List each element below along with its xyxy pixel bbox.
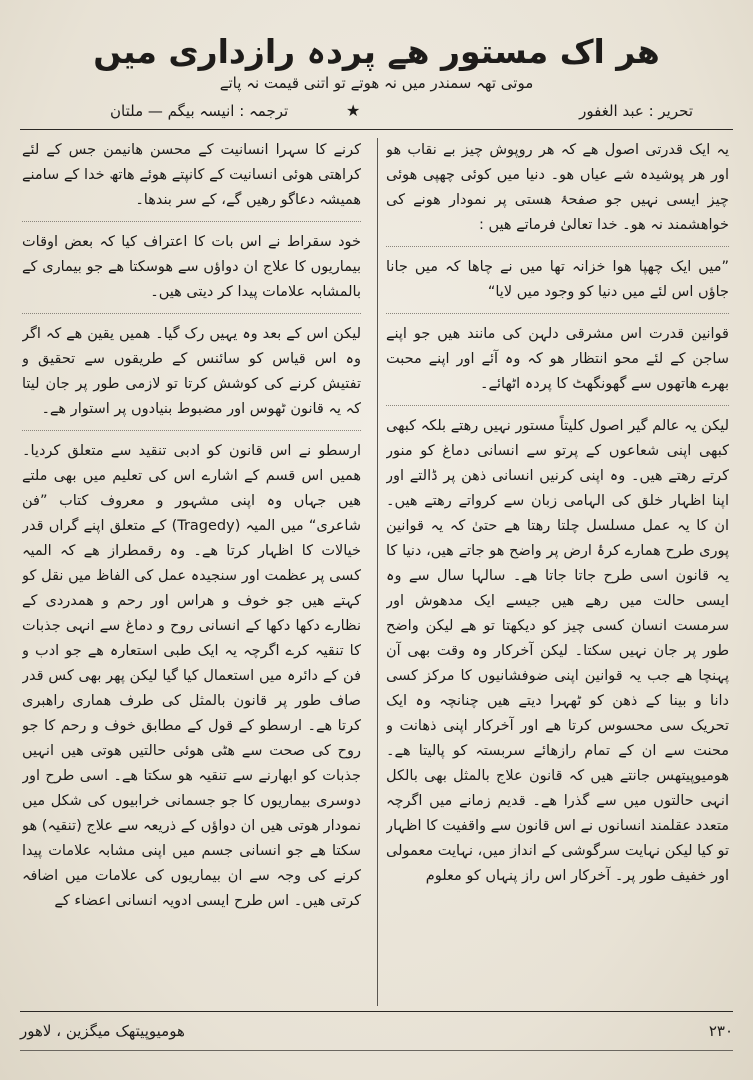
footer-underline xyxy=(20,1050,733,1051)
header-divider xyxy=(20,129,733,130)
paragraph: قوانین قدرت اس مشرقی دلہن کی مانند ھیں جو اپنے ساجن کے لئے محو انتظار ھو کہ وہ آئے اور اپنے محبت بھرے ھاتھوں سے گھونگھٹ کا پردہ اٹھائے۔ xyxy=(386,322,729,406)
paragraph: کرنے کا سہرا انسانیت کے محسن ھانیمن جس کے لئے کراھتی ھوئی انسانیت کے کانپتے ھوئے ھاتھ خدا کے سامنے ھمیشہ دعاگو رھیں گے، کے سر بندھا۔ xyxy=(22,138,361,222)
magazine-name: ھومیوپیتھک میگزین ، لاھور xyxy=(20,1022,185,1040)
article-title: ھر اک مستور ھے پردہ رازداری میں xyxy=(93,32,660,71)
paragraph: لیکن اس کے بعد وہ یہیں رک گیا۔ ھمیں یقین ھے کہ اگر وہ اس قیاس کو سائنس کے طریقوں سے تحقیق و تفتیش کرنے کی کوشش کرتا تو لازمی طور پر جان لیتا کہ یہ قانون ٹھوس اور مضبوط بنیادوں پر استوار ھے۔ xyxy=(22,322,361,431)
paragraph: یہ ایک قدرتی اصول ھے کہ ھر روپوش چیز بے نقاب ھو اور ھر پوشیدہ شے عیاں ھو۔ دنیا میں کوئی چھپی ھوئی چیز ایسی نہیں جو صفحۂ ھستی پر نمودار ھونے کی خواھشمند نہ ھو۔ خدا تعالیٰ فرماتے ھیں : xyxy=(386,138,729,247)
article-subtitle: موتی تھہ سمندر میں نہ ھوتے تو اتنی قیمت نہ پاتے xyxy=(219,74,534,92)
byline xyxy=(110,98,693,124)
left-column xyxy=(22,138,361,1006)
star-icon: ★ xyxy=(346,101,361,120)
page-footer xyxy=(20,1017,733,1045)
footer-divider xyxy=(20,1011,733,1012)
paragraph: خود سقراط نے اس بات کا اعتراف کیا کہ بعض اوقات بیماریوں کا علاج ان دواؤں سے ھوسکتا ھے جو بیماری کے بالمشابہ علامات پیدا کر دیتی ھیں۔ xyxy=(22,230,361,314)
paragraph: ”میں ایک چھپا ھوا خزانہ تھا میں نے چاھا کہ میں جانا جاؤں اس لئے میں دنیا کو وجود میں لایا“ xyxy=(386,255,729,314)
author-credit: تحریر : عبد الغفور xyxy=(579,102,693,120)
translator-credit: ترجمہ : انیسہ بیگم — ملتان xyxy=(110,102,289,120)
column-divider xyxy=(377,138,378,1006)
right-column xyxy=(386,138,729,1006)
paragraph: ارسطو نے اس قانون کو ادبی تنقید سے متعلق کردیا۔ ھمیں اس قسم کے اشارے اس کی تعلیم میں بھی ملتے ھیں جہاں وہ اپنی مشہور و معروف کتاب ”فن شاعری“ میں المیہ (Tragedy) کے متعلق اپنے گراں قدر خیالات کا اظہار کرتا ھے۔ وہ رقمطراز ھے کہ المیہ کسی پر عظمت اور سنجیدہ عمل کی الفاظ میں نقل کو کہتے ھیں جو خوف و ھراس اور رحم و ھمدردی کے نظارے دکھا دکھا کے انسانی روح و دماغ سے انہی جذبات کا تنقیہ کرے اگرچہ یہ ایک طبی استعارہ ھے جو ادب و فن کے دائرہ میں استعمال کیا گیا لیکن پھر بھی کس قدر صاف طور پر قانون بالمثل کی طرف ھماری راھبری کرتا ھے۔ ارسطو کے قول کے مطابق خوف و رحم کا جو روح کی صحت سے ھٹی ھوئی حالتیں ھوتی ھیں انہیں جذبات کو ابھارنے سے تنقیہ ھو سکتا ھے۔ اسی طرح اور دوسری بیماریوں کا جو جسمانی خرابیوں کی شکل میں نمودار ھوتی ھیں ان دواؤں کے ذریعہ سے علاج (تنقیہ) ھو سکتا ھے جو انسانی جسم میں اپنی مشابہ علامات پیدا کرنے کی وجہ سے ان بیماریوں کی علامات میں اضافہ کرتی ھیں۔ اس طرح ایسی ادویہ انسانی اعضاء کے xyxy=(22,443,361,909)
paragraph: لیکن یہ عالم گیر اصول کلیتاً مستور نہیں رھتے بلکہ کبھی کبھی اپنی شعاعوں کے پرتو سے انسانی دماغ کو منور کرتے رھتے ھیں۔ وہ اپنی کرنیں انسانی ذھن پر ڈالتے اور اپنا اظہار خلق کی الہامی زبان سے کرواتے رھتے ھیں۔ ان کا یہ عمل مسلسل چلتا رھتا ھے حتیٰ کہ یہ قوانین پوری طرح ھمارے کرۂ ارض پر واضح ھو جاتے ھیں، دنیا کا یہ قانون اسی طرح جاتا جاتا ھے۔ سالہا سال سے وہ ایسی حالت میں رھے ھیں جیسے ایک مدھوش اور سرمست انسان کسی چیز کو دیکھتا تو ھے لیکن واضح طور پر جان نہیں سکتا۔ لیکن آخرکار وہ وقت بھی آن پہنچا ھے جب یہ قوانین اپنی ضوفشانیوں کا مرکز کسی دانا و بینا کے ذھن کو ٹھہرا دیتے ھیں چنانچہ وہ ایک تحریک سی محسوس کرتا ھے اور آخرکار اپنی ذھانت و محنت سے ان کے تمام رازھائے سربستہ کو پالیتا ھے۔ ھومیوپیتھس جانتے ھیں کہ قانون علاج بالمثل بھی بالکل انہی حالتوں میں سے گذرا ھے۔ قدیم زمانے میں اگرچہ متعدد عقلمند انسانوں نے اس قانون سے واقفیت کا اظہار تو کیا لیکن نہایت سرگوشی کے انداز میں، نہایت معمولی اور خفیف طور پر۔ آخرکار اس راز پنہاں کو معلوم xyxy=(386,418,729,884)
page-number: ۲۳۰ xyxy=(708,1022,733,1040)
